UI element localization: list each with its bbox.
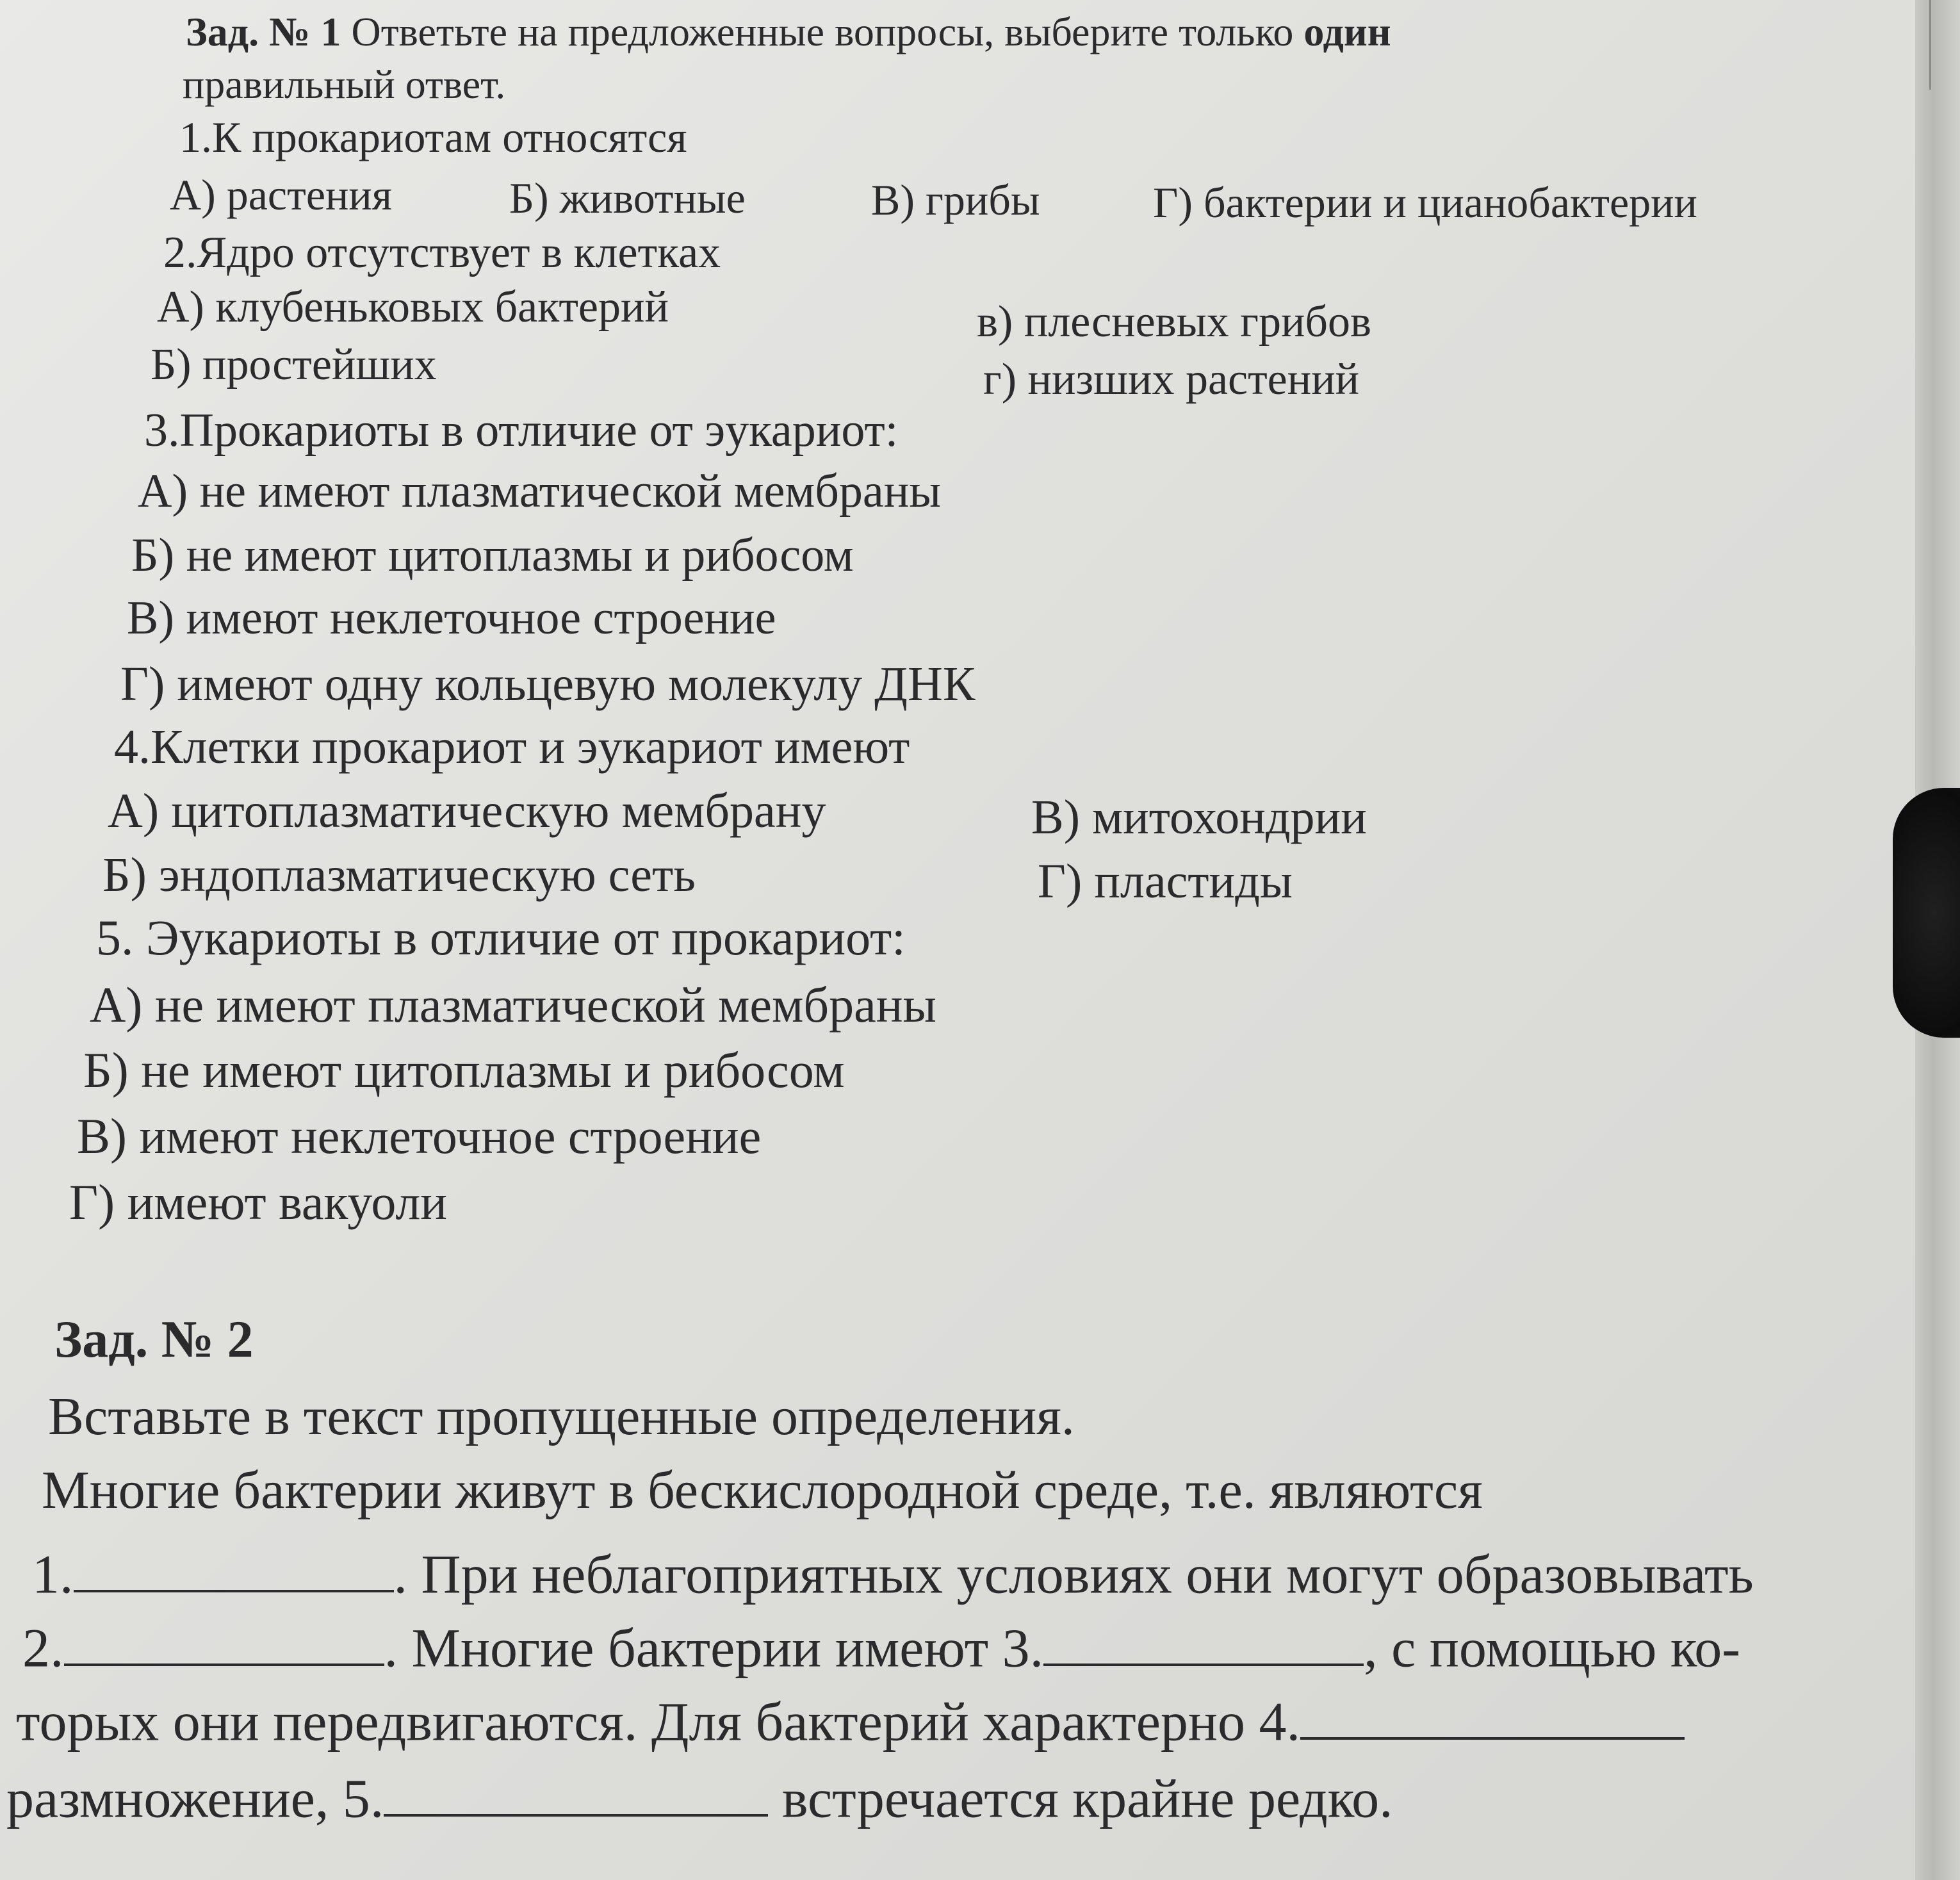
task2-text-line3 xyxy=(22,1614,1740,1679)
q2-option-d: г) низших растений xyxy=(983,355,1360,404)
q4-option-b: Б) эндоплазматическую сеть xyxy=(102,848,696,902)
q1-option-c: В) грибы xyxy=(871,176,1040,224)
q2-option-c: в) плесневых грибов xyxy=(977,297,1372,347)
q5-question: 5. Эукариоты в отличие от прокариот: xyxy=(96,910,906,965)
q5-option-b: Б) не имеют цитоплазмы и рибосом xyxy=(83,1042,845,1098)
blank-2[interactable] xyxy=(64,1614,384,1666)
q3-option-b: Б) не имеют цитоплазмы и рибосом xyxy=(131,529,854,582)
q1-option-a: А) растения xyxy=(170,170,393,219)
task2-text-line1: Многие бактерии живут в бескислородной среде, т.е. являются xyxy=(42,1460,1483,1520)
q4-option-d: Г) пластиды xyxy=(1038,854,1293,908)
q4-option-c: В) митохондрии xyxy=(1031,790,1367,844)
task1-instruction: Ответьте на предложенные вопросы, выберите только xyxy=(341,9,1304,54)
task2-text-line2 xyxy=(32,1541,1754,1605)
task2-text-line4 xyxy=(16,1688,1685,1753)
task2-instruction: Вставьте в текст пропущенные определения. xyxy=(48,1387,1075,1446)
blank-3[interactable] xyxy=(1043,1614,1364,1666)
q5-option-d: Г) имеют вакуоли xyxy=(69,1174,448,1230)
q2-option-b: Б) простейших xyxy=(151,340,437,389)
blank-1[interactable] xyxy=(74,1541,394,1592)
blank-5[interactable] xyxy=(384,1765,768,1817)
q5-option-c: В) имеют неклеточное строение xyxy=(77,1108,762,1164)
q2-question: 2.Ядро отсутствует в клетках xyxy=(163,228,721,277)
task2-text-line3-end: , с помощью ко- xyxy=(1364,1617,1740,1679)
task1-instruction-emphasis: один xyxy=(1303,9,1391,54)
task1-heading: Зад. № 1 xyxy=(186,9,341,54)
blank1-number: 1. xyxy=(32,1543,74,1605)
q3-question: 3.Прокариоты в отличие от эукариот: xyxy=(144,404,899,457)
task2-text-line5-end: встречается крайне редко. xyxy=(768,1767,1393,1829)
task2-text-line5 xyxy=(6,1765,1393,1829)
page-edge-line xyxy=(1929,0,1931,90)
dark-object xyxy=(1893,788,1960,1038)
q2-option-a: А) клубеньковых бактерий xyxy=(157,282,669,332)
blank-4[interactable] xyxy=(1300,1688,1685,1740)
task1-instruction-cont: правильный ответ. xyxy=(183,61,506,107)
task2-text-line4-text: торых они передвигаются. Для бактерий характерно 4. xyxy=(16,1690,1300,1753)
q3-option-c: В) имеют неклеточное строение xyxy=(127,592,776,644)
task1-header xyxy=(186,9,1391,54)
task2-text-line3-rest: . Многие бактерии имеют 3. xyxy=(384,1617,1044,1679)
q4-option-a: А) цитоплазматическую мембрану xyxy=(108,784,826,838)
q1-question: 1.К прокариотам относятся xyxy=(179,113,687,161)
q5-option-a: А) не имеют плазматической мембраны xyxy=(90,977,936,1033)
q3-option-d: Г) имеют одну кольцевую молекулу ДНК xyxy=(120,657,976,711)
task2-text-line2-rest: . При неблагоприятных условиях они могут образовывать xyxy=(393,1543,1754,1605)
task2-heading: Зад. № 2 xyxy=(54,1310,254,1368)
q1-option-d: Г) бактерии и цианобактерии xyxy=(1153,178,1697,227)
blank2-number: 2. xyxy=(22,1617,64,1679)
q4-question: 4.Клетки прокариот и эукариот имеют xyxy=(114,720,910,774)
task2-text-line5-text: размножение, 5. xyxy=(6,1767,384,1829)
q3-option-a: А) не имеют плазматической мембраны xyxy=(138,465,942,518)
q1-option-b: Б) животные xyxy=(509,174,746,222)
